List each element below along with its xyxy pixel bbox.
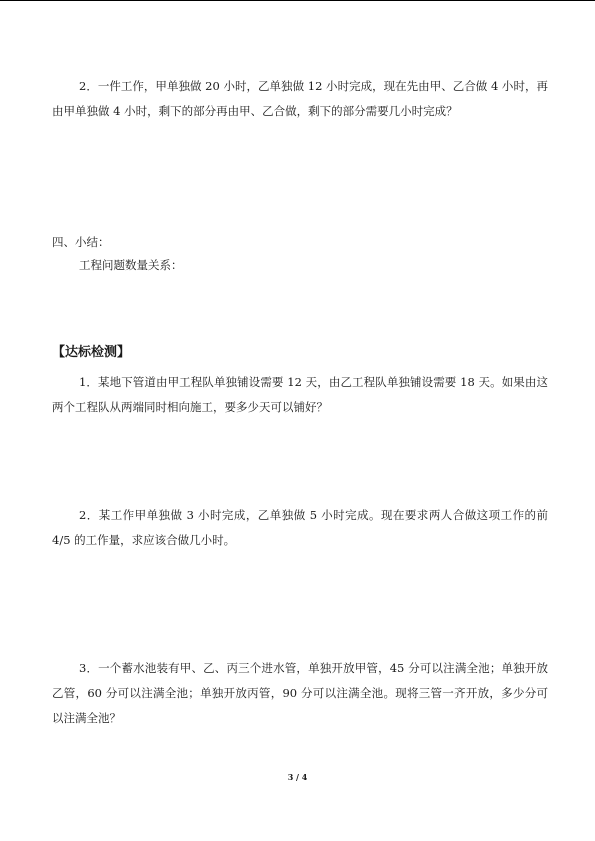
check-question-2: 2．某工作甲单独做 3 小时完成，乙单独做 5 小时完成。现在要求两人合做这项工作的前 4/5 的工作量，求应该合做几小时。 [52, 508, 548, 547]
summary-heading: 四、小结： [52, 235, 110, 249]
check-section-title: 【达标检测】 [52, 345, 131, 360]
check-question-1: 1．某地下管道由甲工程队单独铺设需要 12 天，由乙工程队单独铺设需要 18 天。如果由这两个工程队从两端同时相向施工，要多少天可以铺好？ [52, 375, 548, 414]
problem-2-text: 2．一件工作，甲单独做 20 小时，乙单独做 12 小时完成，现在先由甲、乙合做 4 小时，再由甲单独做 4 小时，剩下的部分再由甲、乙合做，剩下的部分需要几小时完成？ [52, 79, 548, 118]
page-number: 3 / 4 [287, 772, 308, 782]
summary-line: 工程问题数量关系： [79, 258, 183, 272]
page-top-rule [0, 0, 595, 1]
check-question-3: 3．一个蓄水池装有甲、乙、丙三个进水管，单独开放甲管，45 分可以注满全池；单独开放乙管，60 分可以注满全池；单独开放丙管，90 分可以注满全池。现将三管一齐开放，多少分可以注满全池？ [52, 661, 548, 725]
